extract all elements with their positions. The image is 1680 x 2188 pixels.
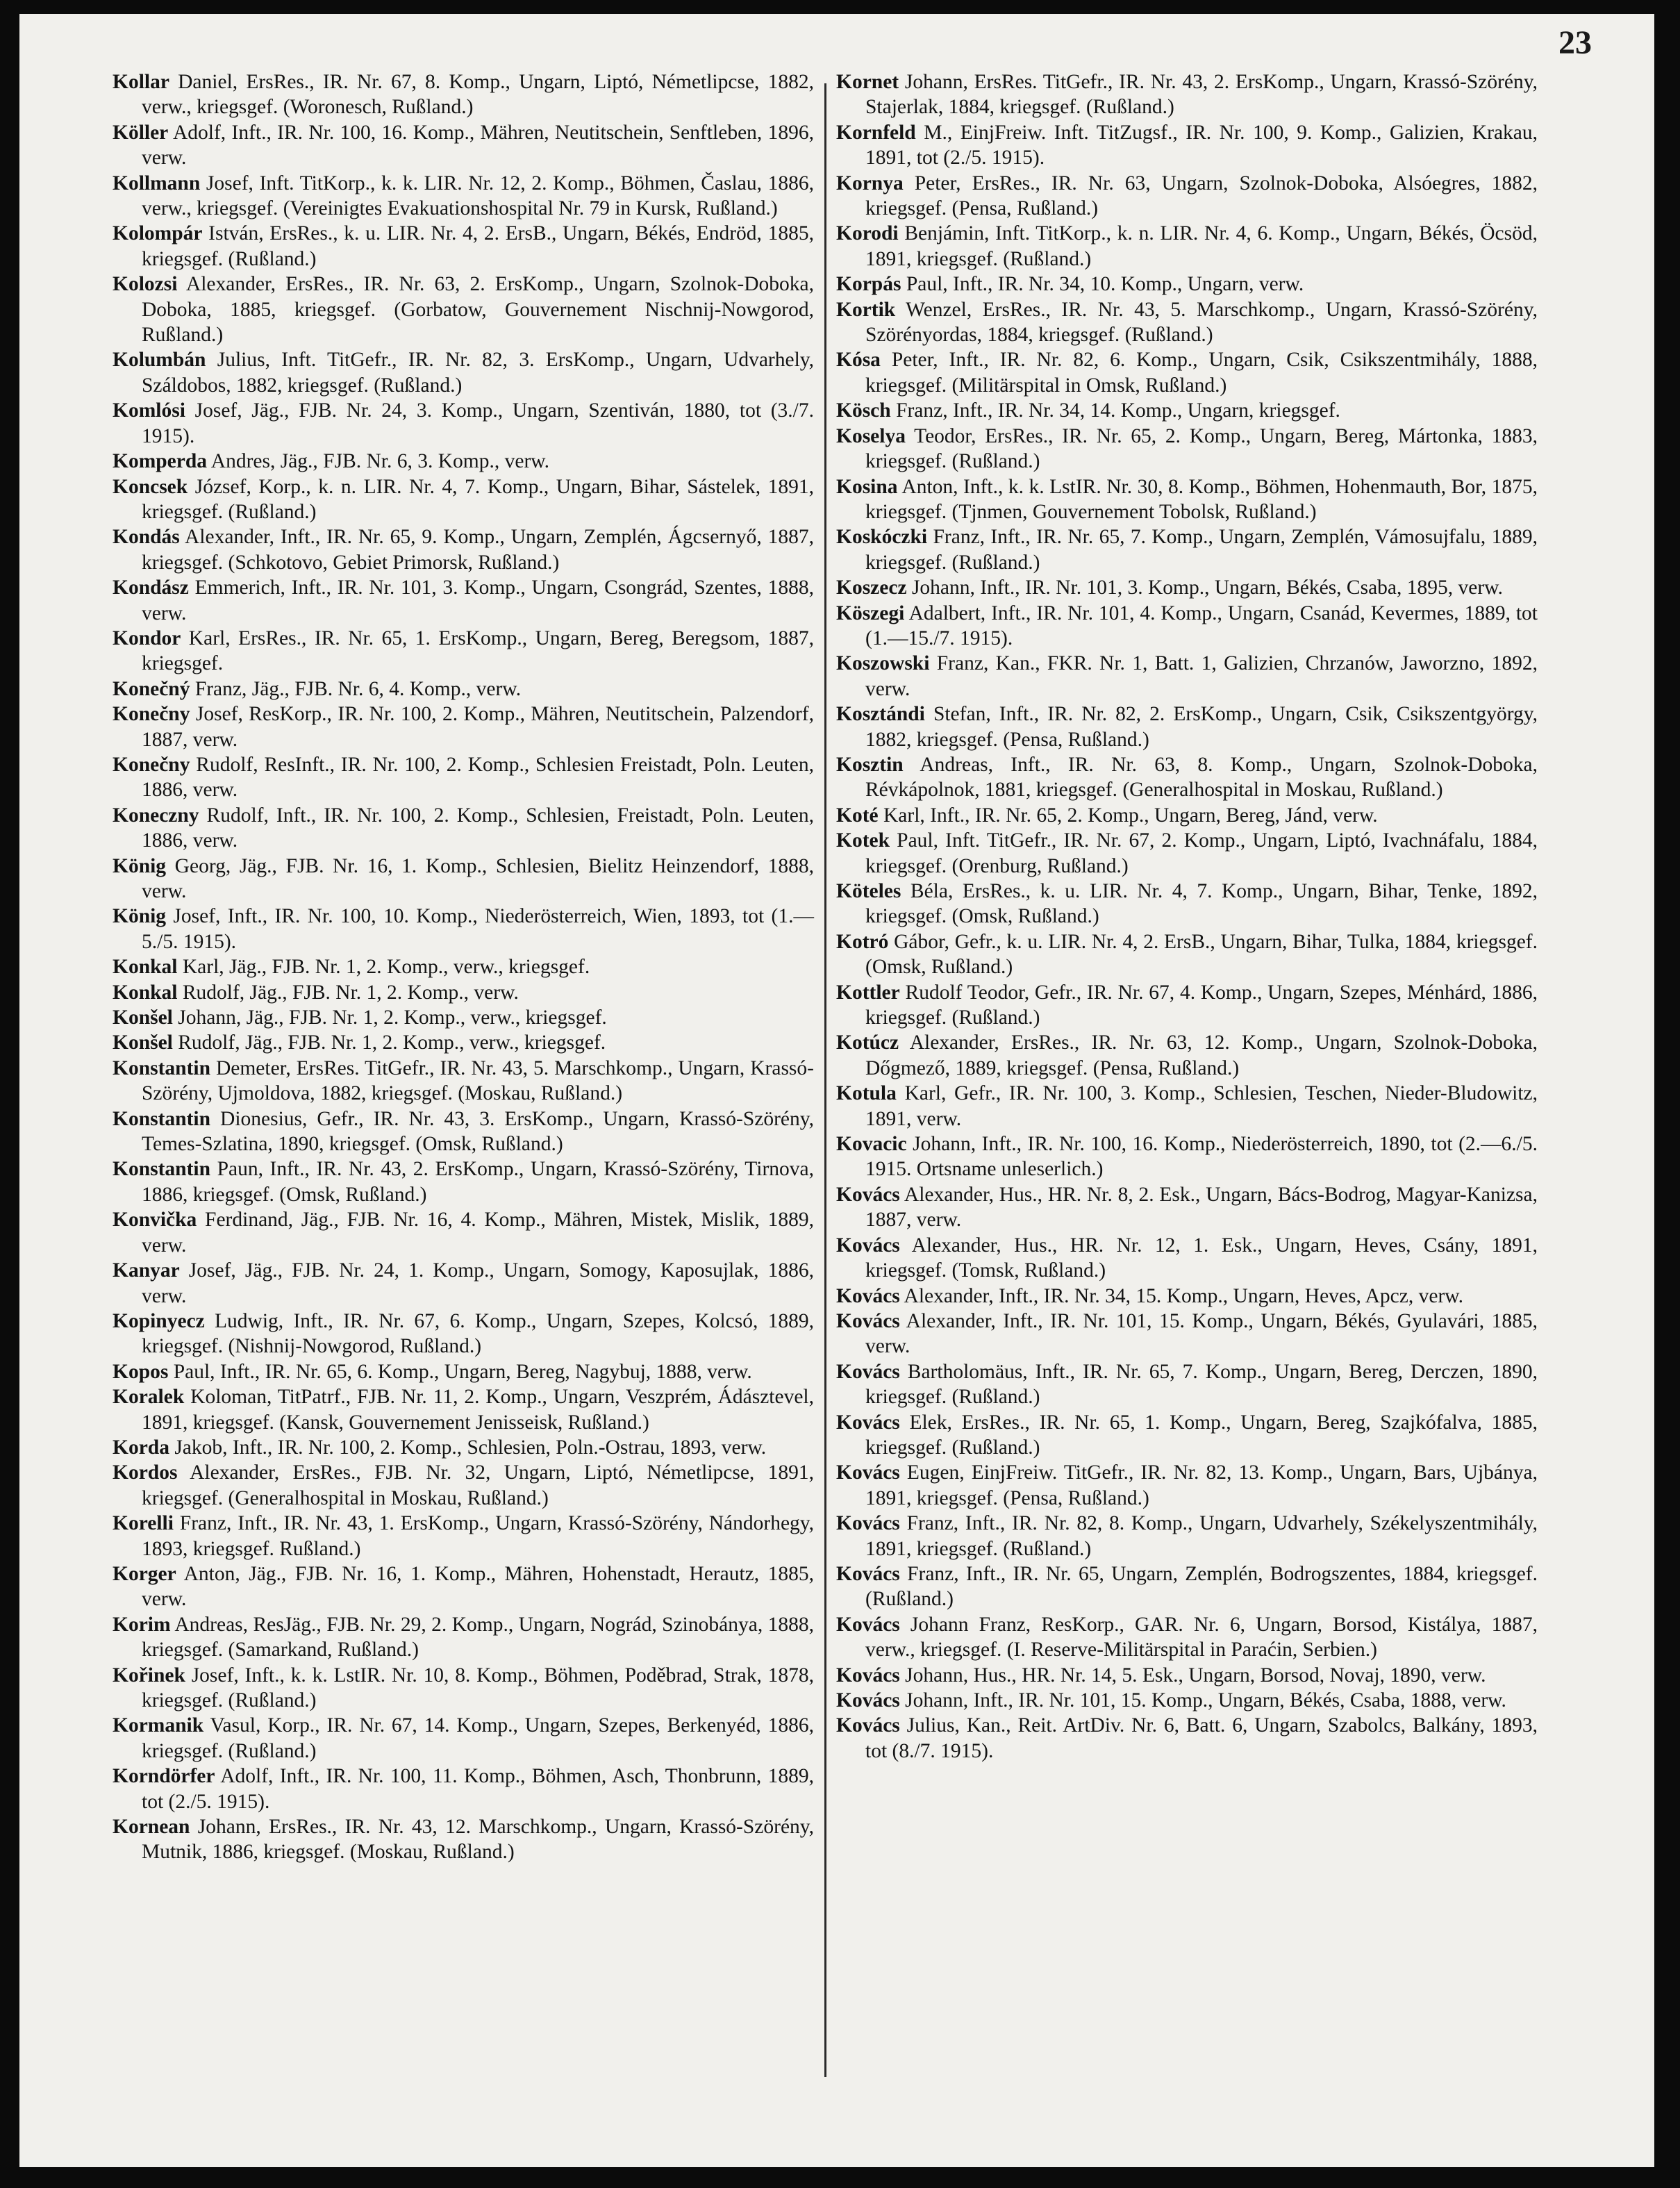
entry-details: Vasul, Korp., IR. Nr. 67, 14. Komp., Ungarn, Szepes, Berkenyéd, 1886, kriegsgef. (Rußland.) [142,1714,814,1762]
entry-surname: Kondás [113,526,180,549]
entry-details: Franz, Inft., IR. Nr. 34, 14. Komp., Ungarn, kriegsgef. [890,399,1340,422]
entry-surname: Kořinek [113,1664,185,1686]
list-item [113,1309,814,1359]
list-item [113,677,814,702]
entry-surname: Köller [113,121,169,144]
list-item [836,398,1538,423]
entry-details: Koloman, TitPatrf., FJB. Nr. 11, 2. Komp., Ungarn, Veszprém, Ádásztevel, 1891, kriegsgef. (Kansk, Gouvernement Jenisseisk, Rußland.) [142,1386,814,1434]
entry-details: Franz, Inft., IR. Nr. 82, 8. Komp., Ungarn, Udvarhely, Székelyszentmihály, 1891, kriegsgef. (Rußland.) [865,1512,1538,1560]
list-item [836,651,1538,702]
entry-details: Stefan, Inft., IR. Nr. 82, 2. ErsKomp., Ungarn, Csik, Csikszentgyörgy, 1882, kriegsgef. (Pensa, Rußland.) [865,703,1538,751]
entry-details: Andreas, Inft., IR. Nr. 63, 8. Komp., Ungarn, Szolnok-Doboka, Révkápolnok, 1881, kriegsgef. (Generalhospital in Moskau, Rußland.) [865,753,1538,802]
list-item [836,828,1538,879]
left-column [113,69,814,1865]
entry-surname: Kovács [836,1664,900,1686]
entry-surname: Konkal [113,981,178,1004]
list-item [113,524,814,575]
entry-surname: Kormanik [113,1714,204,1737]
entry-surname: Kovács [836,1360,900,1383]
entry-surname: Korodi [836,222,899,245]
list-item [113,1460,814,1511]
entry-surname: Koté [836,804,879,827]
entry-details: Andres, Jäg., FJB. Nr. 6, 3. Komp., verw. [207,450,550,473]
entry-surname: Kopos [113,1360,169,1383]
list-item [836,1511,1538,1561]
entry-details: Benjámin, Inft. TitKorp., k. n. LIR. Nr. 4, 6. Komp., Ungarn, Békés, Öcsöd, 1891, kriegsgef. (Rußland.) [865,222,1538,270]
entry-surname: Kovacic [836,1133,907,1156]
entry-surname: Kopinyecz [113,1309,205,1332]
list-item [113,626,814,677]
list-item [836,474,1538,525]
entry-surname: Korger [113,1562,176,1585]
entry-surname: Kolompár [113,222,203,245]
list-item [836,702,1538,752]
entry-surname: Kolozsi [113,273,178,296]
entry-details: Georg, Jäg., FJB. Nr. 16, 1. Komp., Schlesien, Bielitz Heinzendorf, 1888, verw. [142,854,814,902]
entry-surname: Korim [113,1613,171,1636]
entry-surname: Konvička [113,1209,197,1232]
entry-surname: Kovács [836,1284,900,1307]
list-item [836,69,1538,120]
entry-details: Franz, Kan., FKR. Nr. 1, Batt. 1, Galizien, Chrzanów, Jaworzno, 1892, verw. [865,652,1538,700]
entry-surname: Kovács [836,1714,900,1737]
entry-surname: Konšel [113,1006,173,1029]
list-item [113,1005,814,1030]
list-item [836,1663,1538,1688]
list-item [113,1107,814,1157]
list-item [836,1309,1538,1359]
entry-details: Franz, Jäg., FJB. Nr. 6, 4. Komp., verw. [190,677,522,700]
list-item [113,449,814,474]
list-item [836,1284,1538,1309]
list-item [113,1561,814,1612]
entry-details: Julius, Kan., Reit. ArtDiv. Nr. 6, Batt. 6, Ungarn, Szabolcs, Balkány, 1893, tot (8./7. 1915). [865,1714,1538,1762]
entry-details: Josef, Jäg., FJB. Nr. 24, 1. Komp., Ungarn, Somogy, Kaposujlak, 1886, verw. [142,1259,814,1307]
list-item [113,904,814,954]
entry-surname: Kovács [836,1183,900,1206]
entry-surname: König [113,854,167,877]
entry-surname: Korelli [113,1512,174,1535]
list-item [113,1359,814,1384]
entry-details: Daniel, ErsRes., IR. Nr. 67, 8. Komp., Ungarn, Liptó, Németlipcse, 1882, verw., kriegsgef. (Woronesch, Rußland.) [142,71,814,119]
entry-details: Alexander, ErsRes., FJB. Nr. 32, Ungarn, Liptó, Németlipcse, 1891, kriegsgef. (Generalhospital in Moskau, Rußland.) [142,1461,814,1509]
entry-details: Gábor, Gefr., k. u. LIR. Nr. 4, 2. ErsB., Ungarn, Bihar, Tulka, 1884, kriegsgef. (Omsk, Rußland.) [865,930,1538,979]
entry-details: Adolf, Inft., IR. Nr. 100, 11. Komp., Böhmen, Asch, Thonbrunn, 1889, tot (2./5. 1915). [142,1765,814,1813]
entry-details: Johann, ErsRes. TitGefr., IR. Nr. 43, 2. ErsKomp., Ungarn, Krassó-Szörény, Stajerlak, 1884, kriegsgef. (Rußland.) [865,71,1538,119]
list-item [113,1207,814,1258]
page-number: 23 [1558,24,1592,61]
entry-details: Alexander, Hus., HR. Nr. 12, 1. Esk., Ungarn, Heves, Csány, 1891, kriegsgef. (Tomsk, Rußland.) [865,1234,1538,1282]
entry-surname: Komlósi [113,399,185,422]
entry-details: Emmerich, Inft., IR. Nr. 101, 3. Komp., Ungarn, Csongrád, Szentes, 1888, verw. [142,577,814,624]
list-item [836,1233,1538,1284]
entry-details: Johann, Inft., IR. Nr. 101, 3. Komp., Ungarn, Békés, Csaba, 1895, verw. [906,577,1503,599]
entry-details: Josef, Inft., IR. Nr. 100, 10. Komp., Niederösterreich, Wien, 1893, tot (1.—5./5. 1915). [142,905,814,953]
entry-surname: Kovács [836,1689,900,1712]
entry-surname: Komperda [113,450,208,473]
entry-surname: Korda [113,1436,169,1459]
entry-surname: Kovács [836,1613,900,1636]
list-item [113,1511,814,1561]
entry-surname: Konečny [113,753,190,776]
entry-surname: Kotek [836,829,890,852]
list-item [836,524,1538,575]
entry-surname: Koskóczki [836,526,928,549]
entry-surname: Kotula [836,1082,897,1105]
list-item [836,424,1538,474]
entry-surname: Koszecz [836,577,907,599]
list-item [836,601,1538,652]
entry-details: Elek, ErsRes., IR. Nr. 65, 1. Komp., Ungarn, Bereg, Szajkófalva, 1885, kriegsgef. (Rußland.) [865,1411,1538,1459]
entry-details: Bartholomäus, Inft., IR. Nr. 65, 7. Komp., Ungarn, Bereg, Derczen, 1890, kriegsgef. (Rußland.) [865,1360,1538,1409]
entry-details: Anton, Inft., k. k. LstIR. Nr. 30, 8. Komp., Böhmen, Hohenmauth, Bor, 1875, kriegsgef. (Tjnmen, Gouvernement Tobolsk, Rußland.) [865,475,1538,523]
entry-details: Adalbert, Inft., IR. Nr. 101, 4. Komp., Ungarn, Csanád, Kevermes, 1889, tot (1.—15./7. 1915). [865,602,1538,649]
list-item [836,1460,1538,1511]
list-item [836,1132,1538,1182]
entry-details: Demeter, ErsRes. TitGefr., IR. Nr. 43, 5. Marschkomp., Ungarn, Krassó-Szörény, Ujmoldova, 1882, kriegsgef. (Moskau, Rußland.) [142,1056,814,1105]
list-item [836,297,1538,348]
entry-details: Adolf, Inft., IR. Nr. 100, 16. Komp., Mähren, Neutitschein, Senftleben, 1896, verw. [142,121,814,169]
entry-details: Rudolf, Jäg., FJB. Nr. 1, 2. Komp., verw., kriegsgef. [172,1031,606,1054]
entry-details: Paun, Inft., IR. Nr. 43, 2. ErsKomp., Ungarn, Krassó-Szörény, Tirnova, 1886, kriegsgef. (Omsk, Rußland.) [142,1158,814,1206]
list-item [836,347,1538,398]
list-item [836,1612,1538,1663]
entry-surname: Kordos [113,1461,178,1484]
entry-surname: Kondász [113,577,189,599]
entry-details: Andreas, ResJäg., FJB. Nr. 29, 2. Komp., Ungarn, Nográd, Szinobánya, 1888, kriegsgef. (Samarkand, Rußland.) [142,1613,814,1661]
entry-surname: Kornfeld [836,121,916,144]
entry-details: Béla, ErsRes., k. u. LIR. Nr. 4, 7. Komp., Ungarn, Bihar, Tenke, 1892, kriegsgef. (Omsk, Rußland.) [865,880,1538,928]
entry-surname: Kosztándi [836,703,925,726]
entry-surname: Kovács [836,1411,900,1434]
document-page [19,14,1654,2167]
entry-details: Karl, Gefr., IR. Nr. 100, 3. Komp., Schlesien, Teschen, Nieder-Bludowitz, 1891, verw. [865,1082,1538,1130]
entry-details: Johann, Inft., IR. Nr. 100, 16. Komp., Niederösterreich, 1890, tot (2.—6./5. 1915. Ortsname unleserlich.) [865,1133,1538,1181]
list-item [836,879,1538,929]
column-divider [824,83,826,2077]
list-item [113,752,814,803]
entry-surname: König [113,905,167,928]
entry-details: Johann, Jäg., FJB. Nr. 1, 2. Komp., verw., kriegsgef. [172,1006,607,1029]
entry-details: Alexander, Inft., IR. Nr. 101, 15. Komp., Ungarn, Békés, Gyulavári, 1885, verw. [865,1309,1538,1358]
list-item [836,1359,1538,1410]
list-item [836,1410,1538,1461]
entry-details: Johann, Inft., IR. Nr. 101, 15. Komp., Ungarn, Békés, Csaba, 1888, verw. [899,1689,1506,1712]
entry-surname: Konečný [113,677,190,700]
list-item [113,474,814,525]
list-item [836,221,1538,272]
entry-details: Alexander, Inft., IR. Nr. 65, 9. Komp., Ungarn, Zemplén, Ágcsernyő, 1887, kriegsgef. (Schkotovo, Gebiet Primorsk, Rußland.) [142,526,814,574]
entry-surname: Kanyar [113,1259,180,1282]
entry-surname: Korpás [836,273,901,296]
entry-surname: Konečny [113,703,190,726]
entry-details: Alexander, ErsRes., IR. Nr. 63, 2. ErsKomp., Ungarn, Szolnok-Doboka, Doboka, 1885, kriegsgef. (Gorbatow, Gouvernement Nischnij-Nowgorod, Rußland.) [142,273,814,347]
list-item [113,1384,814,1435]
list-item [836,929,1538,980]
entry-details: M., EinjFreiw. Inft. TitZugsf., IR. Nr. 100, 9. Komp., Galizien, Krakau, 1891, tot (2./5. 1915). [865,121,1538,169]
list-item [836,1713,1538,1764]
entry-details: István, ErsRes., k. u. LIR. Nr. 4, 2. ErsB., Ungarn, Békés, Endröd, 1885, kriegsgef. (Rußland.) [142,222,814,270]
list-item [113,171,814,222]
entry-surname: Kotúcz [836,1031,899,1054]
right-column [836,69,1538,1764]
entry-surname: Kovács [836,1234,900,1257]
entry-surname: Konšel [113,1031,173,1054]
entry-surname: Köteles [836,880,901,902]
entry-surname: Kosina [836,475,898,498]
entry-details: Paul, Inft. TitGefr., IR. Nr. 67, 2. Komp., Ungarn, Liptó, Ivachnáfalu, 1884, kriegsgef. (Orenburg, Rußland.) [865,829,1538,877]
list-item [113,1612,814,1663]
entry-details: Johann, Hus., HR. Nr. 14, 5. Esk., Ungarn, Borsod, Novaj, 1890, verw. [899,1664,1486,1686]
entry-details: József, Korp., k. n. LIR. Nr. 4, 7. Komp., Ungarn, Bihar, Sástelek, 1891, kriegsgef. (Rußland.) [142,475,814,523]
entry-details: Alexander, ErsRes., IR. Nr. 63, 12. Komp., Ungarn, Szolnok-Doboka, Dőgmező, 1889, kriegsgef. (Pensa, Rußland.) [865,1031,1538,1079]
entry-details: Paul, Inft., IR. Nr. 65, 6. Komp., Ungarn, Bereg, Nagybuj, 1888, verw. [168,1360,752,1383]
list-item [113,69,814,120]
entry-details: Alexander, Inft., IR. Nr. 34, 15. Komp., Ungarn, Heves, Apcz, verw. [899,1284,1464,1307]
list-item [113,120,814,171]
list-item [836,803,1538,828]
entry-details: Peter, ErsRes., IR. Nr. 63, Ungarn, Szolnok-Doboka, Alsóegres, 1882, kriegsgef. (Pensa, Rußland.) [865,172,1538,220]
entry-surname: Kosztin [836,753,904,776]
entry-surname: Kovács [836,1309,900,1332]
list-item [113,272,814,347]
list-item [113,803,814,854]
entry-surname: Köszegi [836,602,905,624]
entry-details: Anton, Jäg., FJB. Nr. 16, 1. Komp., Mähren, Hohenstadt, Herautz, 1885, verw. [142,1562,814,1611]
list-item [113,575,814,626]
entry-surname: Koralek [113,1386,185,1409]
list-item [113,398,814,449]
list-item [113,1435,814,1460]
entry-surname: Kornean [113,1816,190,1839]
entry-details: Josef, Inft., k. k. LstIR. Nr. 10, 8. Komp., Böhmen, Poděbrad, Strak, 1878, kriegsgef. (Rußland.) [142,1664,814,1712]
list-item [836,171,1538,222]
list-item [836,120,1538,171]
list-item [113,221,814,272]
entry-details: Johann, ErsRes., IR. Nr. 43, 12. Marschkomp., Ungarn, Krassó-Szörény, Mutnik, 1886, kriegsgef. (Moskau, Rußland.) [142,1816,814,1864]
entry-surname: Kósa [836,349,881,372]
entry-details: Rudolf, Inft., IR. Nr. 100, 2. Komp., Schlesien, Freistadt, Poln. Leuten, 1886, verw. [142,804,814,852]
entry-surname: Kollar [113,71,169,93]
entry-surname: Kollmann [113,172,201,194]
entry-surname: Kornya [836,172,904,194]
entry-details: Rudolf Teodor, Gefr., IR. Nr. 67, 4. Komp., Ungarn, Szepes, Ménhárd, 1886, kriegsgef. (Rußland.) [865,981,1538,1029]
list-item [113,1056,814,1107]
entry-surname: Koselya [836,424,906,447]
list-item [836,575,1538,600]
list-item [113,1030,814,1055]
entry-details: Josef, ResKorp., IR. Nr. 100, 2. Komp., Mähren, Neutitschein, Palzendorf, 1887, verw. [142,703,814,751]
list-item [836,1688,1538,1713]
entry-details: Teodor, ErsRes., IR. Nr. 65, 2. Komp., Ungarn, Bereg, Mártonka, 1883, kriegsgef. (Rußland.) [865,424,1538,473]
entry-surname: Kornet [836,71,899,93]
list-item [113,702,814,752]
entry-surname: Koszowski [836,652,930,675]
entry-details: Julius, Inft. TitGefr., IR. Nr. 82, 3. ErsKomp., Ungarn, Udvarhely, Száldobos, 1882, kriegsgef. (Rußland.) [142,349,814,397]
list-item [836,1030,1538,1081]
entry-details: Rudolf, ResInft., IR. Nr. 100, 2. Komp., Schlesien Freistadt, Poln. Leuten, 1886, verw. [142,753,814,802]
entry-surname: Kotró [836,930,889,953]
list-item [113,347,814,398]
entry-details: Ferdinand, Jäg., FJB. Nr. 16, 4. Komp., Mähren, Mistek, Mislik, 1889, verw. [142,1209,814,1257]
list-item [113,1157,814,1207]
entry-details: Franz, Inft., IR. Nr. 65, Ungarn, Zemplén, Bodrogszentes, 1884, kriegsgef. (Rußland.) [865,1562,1538,1611]
entry-surname: Kovács [836,1512,900,1535]
list-item [836,1561,1538,1612]
entry-details: Karl, ErsRes., IR. Nr. 65, 1. ErsKomp., Ungarn, Bereg, Beregsom, 1887, kriegsgef. [142,627,814,675]
list-item [113,1764,814,1814]
entry-details: Rudolf, Jäg., FJB. Nr. 1, 2. Komp., verw. [177,981,519,1004]
list-item [836,272,1538,297]
entry-details: Paul, Inft., IR. Nr. 34, 10. Komp., Ungarn, verw. [901,273,1304,296]
entry-details: Jakob, Inft., IR. Nr. 100, 2. Komp., Schlesien, Poln.-Ostrau, 1893, verw. [169,1436,767,1459]
list-item [113,1814,814,1865]
entry-details: Dionesius, Gefr., IR. Nr. 43, 3. ErsKomp., Ungarn, Krassó-Szörény, Temes-Szlatina, 1890, kriegsgef. (Omsk, Rußland.) [142,1107,814,1156]
entry-details: Franz, Inft., IR. Nr. 65, 7. Komp., Ungarn, Zemplén, Vámosujfalu, 1889, kriegsgef. (Rußland.) [865,526,1538,574]
entry-details: Ludwig, Inft., IR. Nr. 67, 6. Komp., Ungarn, Szepes, Kolcsó, 1889, kriegsgef. (Nishnij-Nowgorod, Rußland.) [142,1309,814,1358]
entry-surname: Kovács [836,1461,900,1484]
entry-details: Josef, Jäg., FJB. Nr. 24, 3. Komp., Ungarn, Szentiván, 1880, tot (3./7. 1915). [142,399,814,447]
list-item [836,752,1538,803]
entry-surname: Kondor [113,627,181,649]
entry-details: Wenzel, ErsRes., IR. Nr. 43, 5. Marschkomp., Ungarn, Krassó-Szörény, Szörényordas, 1884, kriegsgef. (Rußland.) [865,298,1538,347]
entry-details: Alexander, Hus., HR. Nr. 8, 2. Esk., Ungarn, Bács-Bodrog, Magyar-Kanizsa, 1887, verw. [865,1183,1538,1232]
entry-details: Karl, Jäg., FJB. Nr. 1, 2. Komp., verw., kriegsgef. [177,956,590,979]
list-item [113,854,814,904]
list-item [113,1258,814,1309]
entry-surname: Konstantin [113,1107,210,1130]
entry-surname: Kovács [836,1562,900,1585]
entry-surname: Kottler [836,981,900,1004]
entry-details: Peter, Inft., IR. Nr. 82, 6. Komp., Ungarn, Csik, Csikszentmihály, 1888, kriegsgef. (Militärspital in Omsk, Rußland.) [865,349,1538,397]
list-item [113,1663,814,1714]
entry-surname: Konstantin [113,1056,210,1079]
list-item [113,980,814,1005]
entry-surname: Koneczny [113,804,199,827]
entry-surname: Konkal [113,956,178,979]
list-item [836,1081,1538,1132]
entry-surname: Konstantin [113,1158,210,1181]
entry-surname: Kösch [836,399,891,422]
entry-details: Franz, Inft., IR. Nr. 43, 1. ErsKomp., Ungarn, Krassó-Szörény, Nándorhegy, 1893, kriegsgef. Rußland.) [142,1512,814,1560]
list-item [836,980,1538,1031]
entry-surname: Koncsek [113,475,188,498]
entry-details: Josef, Inft. TitKorp., k. k. LIR. Nr. 12, 2. Komp., Böhmen, Časlau, 1886, verw., kriegsgef. (Vereinigtes Evakuationshospital Nr. 79 in Kursk, Rußland.) [142,172,814,220]
entry-details: Eugen, EinjFreiw. TitGefr., IR. Nr. 82, 13. Komp., Ungarn, Bars, Ujbánya, 1891, kriegsgef. (Pensa, Rußland.) [865,1461,1538,1509]
entry-details: Johann Franz, ResKorp., GAR. Nr. 6, Ungarn, Borsod, Kistálya, 1887, verw., kriegsgef. (I. Reserve-Militärspital in Paraćin, Serbien.) [865,1613,1538,1661]
list-item [113,1713,814,1764]
entry-surname: Kortik [836,298,896,321]
entry-surname: Kolumbán [113,349,206,372]
entry-surname: Korndörfer [113,1765,215,1788]
list-item [113,954,814,979]
entry-details: Karl, Inft., IR. Nr. 65, 2. Komp., Ungarn, Bereg, Jánd, verw. [878,804,1378,827]
list-item [836,1182,1538,1233]
